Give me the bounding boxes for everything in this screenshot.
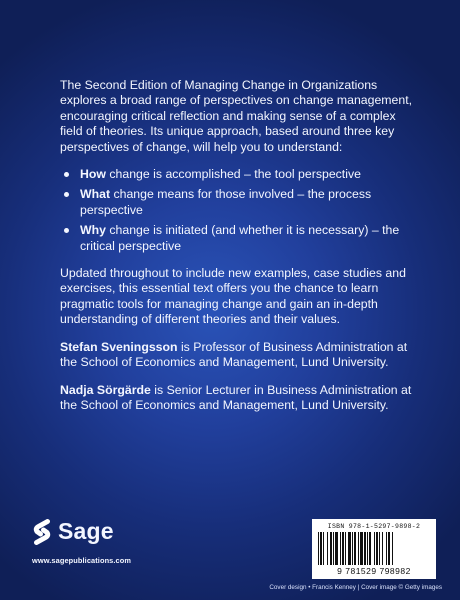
isbn-number: 9 781529 798982 (337, 566, 411, 576)
author-description: is Senior Lecturer in Business Administration at the School of Economics and Management, Lund University. (60, 382, 412, 412)
blurb (60, 78, 415, 425)
bullet-text: change means for those involved – the process perspective (80, 187, 372, 217)
cover-credit: Cover design • Francis Kenney | Cover image © Getty images (269, 584, 442, 591)
author-name: Stefan Sveningsson (60, 339, 178, 354)
bullet-item (60, 223, 415, 254)
summary-paragraph: Updated throughout to include new examples, case studies and exercises, this essential text offers you the chance to learn pragmatic tools for managing change and gain an in-depth understanding of different theories and their values. (60, 266, 406, 327)
publisher-name: Sage (58, 518, 114, 544)
perspective-list (60, 167, 415, 254)
bullet-item (60, 167, 415, 182)
author-bio (60, 383, 415, 414)
bullet-keyword: Why (80, 223, 106, 238)
barcode-bars (318, 532, 430, 565)
bullet-keyword: How (80, 167, 106, 182)
sage-s-logo-icon (32, 519, 52, 545)
author-description: is Professor of Business Administration at the School of Economics and Management, Lund University. (60, 339, 408, 370)
author-bio (60, 340, 415, 371)
author-name: Nadja Sörgärde (60, 382, 151, 397)
barcode (312, 519, 436, 579)
intro-paragraph: The Second Edition of Managing Change in Organizations explores a broad range of perspectives on change management, encouraging critical reflection and making sense of a complex field of theories. Its unique approach, based around three key perspectives of change, will help you to understand: (60, 78, 413, 154)
bullet-text: change is initiated (and whether it is necessary) – the critical perspective (80, 223, 400, 253)
bullet-item (60, 187, 415, 218)
isbn-label: ISBN 978-1-5297-9898-2 (327, 523, 421, 530)
publisher-logo (32, 518, 114, 545)
publisher-website[interactable]: www.sagepublications.com (32, 556, 132, 565)
bullet-keyword: What (80, 187, 111, 202)
bullet-text: change is accomplished – the tool perspective (105, 167, 361, 182)
